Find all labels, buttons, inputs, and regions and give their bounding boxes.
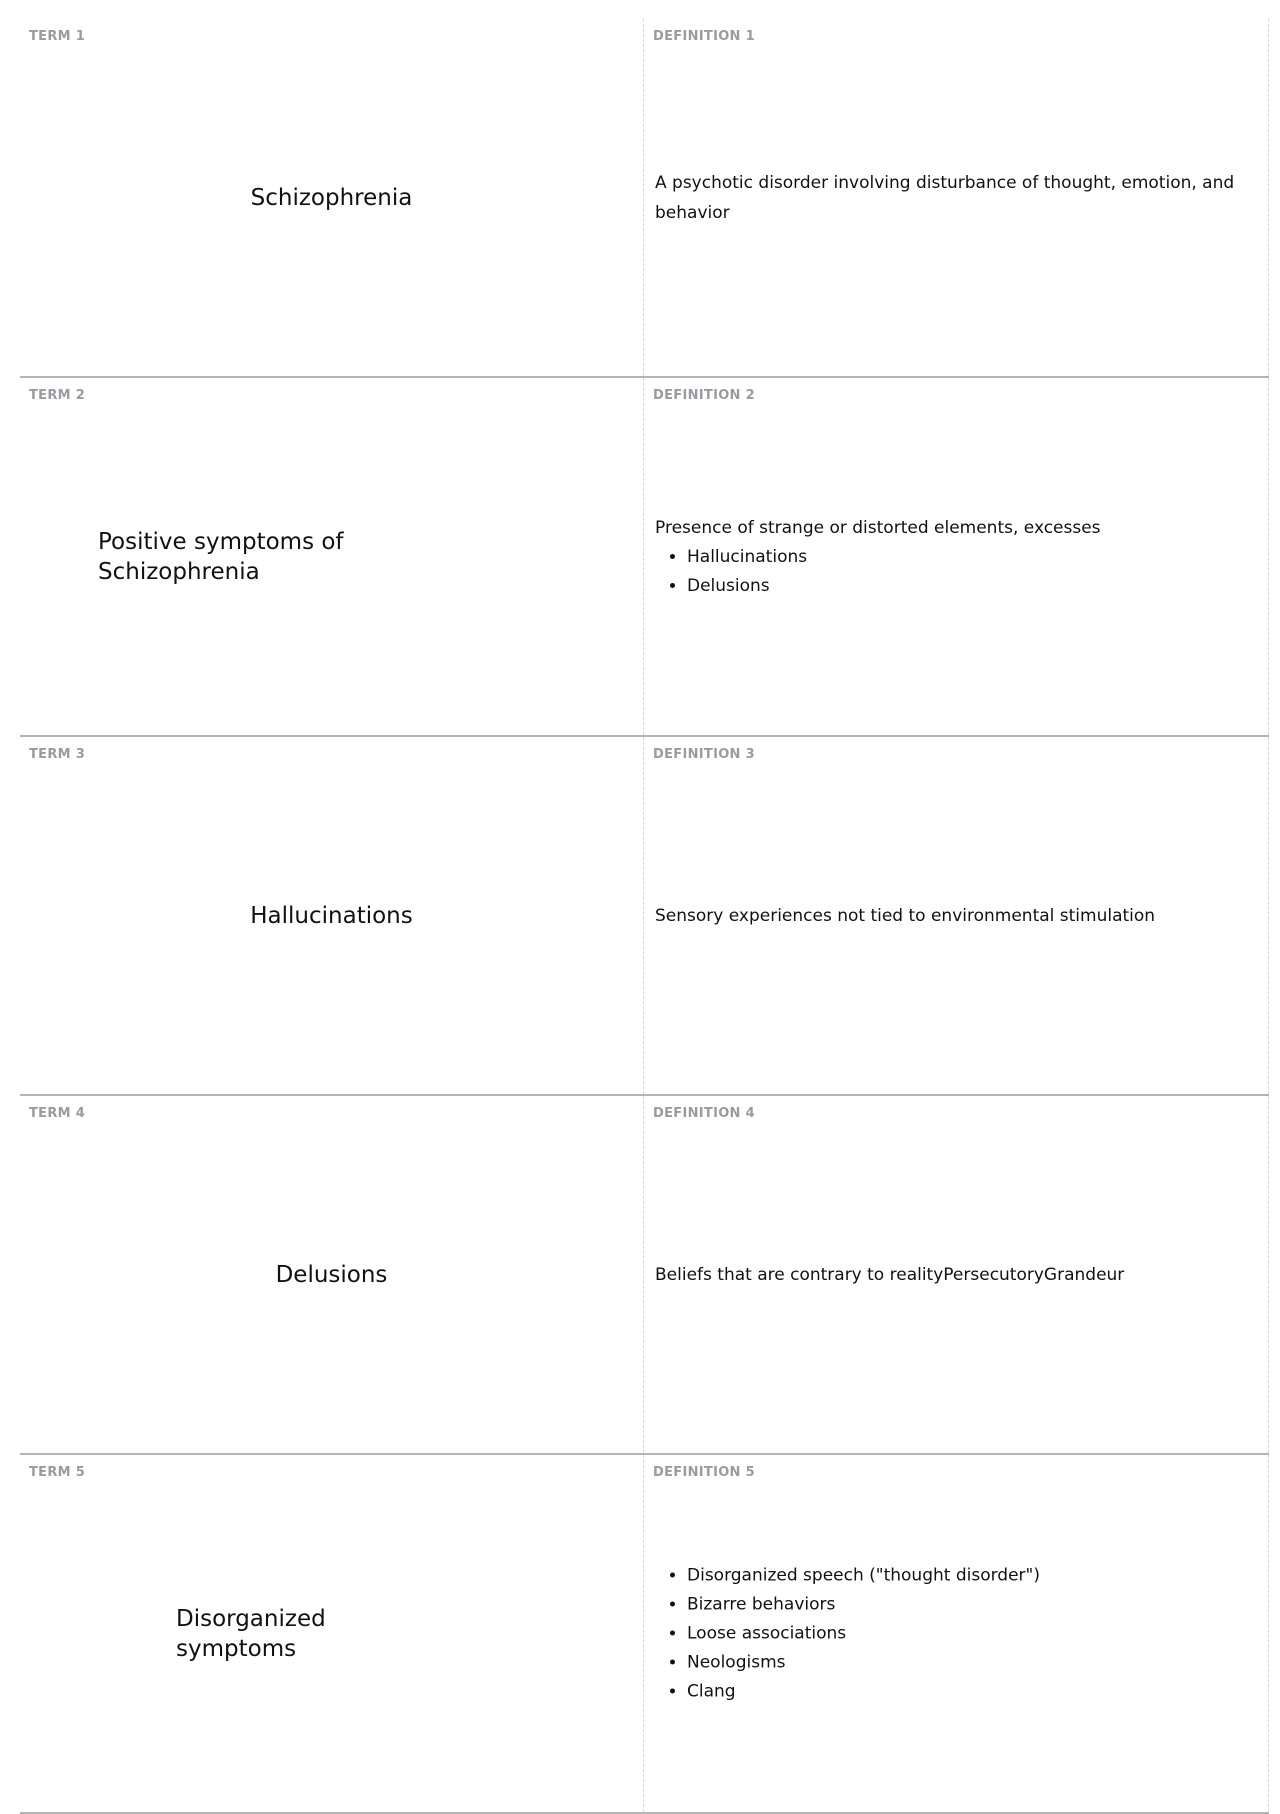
term-text: Hallucinations <box>250 902 413 929</box>
definition-cell <box>644 737 1269 1094</box>
term-label: TERM 2 <box>29 388 86 403</box>
definition-body <box>655 168 1252 228</box>
term-cell <box>20 19 644 376</box>
definition-label: DEFINITION 1 <box>653 29 755 44</box>
definition-list <box>655 543 1252 601</box>
definition-list-item: • Neologisms <box>687 1648 1252 1677</box>
definition-label: DEFINITION 3 <box>653 747 755 762</box>
card-row <box>20 1096 1269 1455</box>
card-row <box>20 378 1269 737</box>
term-label: TERM 5 <box>29 1465 86 1480</box>
definition-list-item: • Hallucinations <box>687 543 1252 572</box>
definition-label: DEFINITION 5 <box>653 1465 755 1480</box>
definition-label: DEFINITION 2 <box>653 388 755 403</box>
definition-list-item: • Bizarre behaviors <box>687 1590 1252 1619</box>
term-text: Delusions <box>275 1261 388 1288</box>
definition-body <box>655 1260 1252 1290</box>
term-label: TERM 3 <box>29 747 86 762</box>
term-cell <box>20 1096 644 1453</box>
term-text: Positive symptoms of Schizophrenia <box>98 528 344 585</box>
flashcard-sheet <box>20 19 1269 1814</box>
term-cell <box>20 1455 644 1812</box>
definition-list <box>655 1561 1252 1706</box>
definition-text: Beliefs that are contrary to realityPersecutoryGrandeur <box>655 1264 1125 1285</box>
term-text: Schizophrenia <box>250 184 413 211</box>
definition-list-item: • Clang <box>687 1677 1252 1706</box>
definition-list-item: • Disorganized speech ("thought disorder") <box>687 1561 1252 1590</box>
definition-body <box>655 513 1252 601</box>
definition-cell <box>644 1455 1269 1812</box>
term-label: TERM 1 <box>29 29 86 44</box>
term-cell <box>20 737 644 1094</box>
term-text: Disorganized symptoms <box>176 1605 326 1662</box>
term-cell <box>20 378 644 735</box>
card-row <box>20 737 1269 1096</box>
definition-list-item: • Loose associations <box>687 1619 1252 1648</box>
definition-text: A psychotic disorder involving disturbance of thought, emotion, and behavior <box>655 172 1235 223</box>
definition-list-item: • Delusions <box>687 572 1252 601</box>
card-row <box>20 1455 1269 1814</box>
definition-cell <box>644 1096 1269 1453</box>
definition-label: DEFINITION 4 <box>653 1106 755 1121</box>
definition-text: Sensory experiences not tied to environmental stimulation <box>655 905 1156 926</box>
definition-body <box>655 901 1252 931</box>
card-row <box>20 19 1269 378</box>
term-label: TERM 4 <box>29 1106 86 1121</box>
definition-body <box>655 1561 1252 1706</box>
definition-cell <box>644 19 1269 376</box>
definition-cell <box>644 378 1269 735</box>
definition-text: Presence of strange or distorted elements, excesses <box>655 517 1101 538</box>
